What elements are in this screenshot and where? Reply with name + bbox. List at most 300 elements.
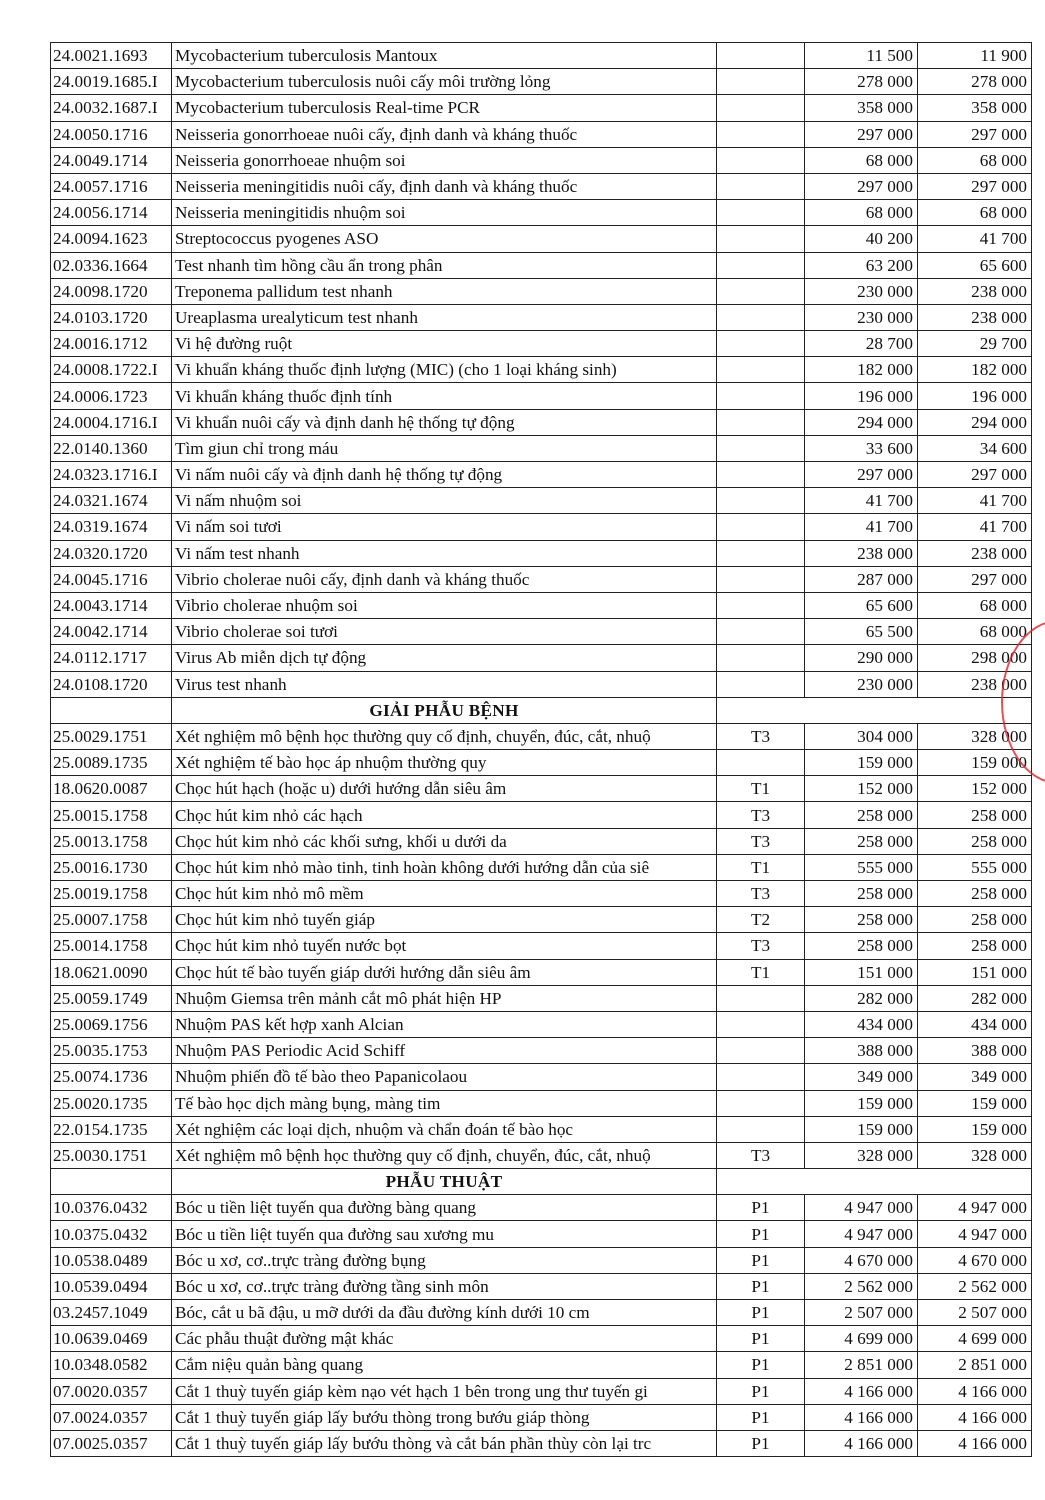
price-1-cell: 41 700 [805,488,918,514]
price-2-cell: 282 000 [918,985,1032,1011]
table-row [51,435,1032,461]
category-cell [717,1038,805,1064]
price-2-cell: 297 000 [918,462,1032,488]
category-cell [717,331,805,357]
code-cell: 24.0049.1714 [51,147,172,173]
service-name-cell: Cắt 1 thuỳ tuyến giáp lấy bướu thòng và cắt bán phần thùy còn lại trc [172,1430,717,1456]
code-cell: 25.0013.1758 [51,828,172,854]
category-cell: T1 [717,854,805,880]
price-1-cell: 282 000 [805,985,918,1011]
price-1-cell: 33 600 [805,435,918,461]
category-cell [717,43,805,69]
code-cell: 24.0094.1623 [51,226,172,252]
code-cell: 25.0014.1758 [51,933,172,959]
price-2-cell: 238 000 [918,540,1032,566]
category-cell [717,1011,805,1037]
service-name-cell: Nhuộm Giemsa trên mảnh cắt mô phát hiện HP [172,985,717,1011]
price-1-cell: 68 000 [805,200,918,226]
price-1-cell: 287 000 [805,566,918,592]
price-2-cell: 159 000 [918,1090,1032,1116]
table-row [51,881,1032,907]
service-name-cell: Bóc u tiền liệt tuyến qua đường sau xương mu [172,1221,717,1247]
service-name-cell: Xét nghiệm các loại dịch, nhuộm và chẩn đoán tế bào học [172,1116,717,1142]
table-row [51,1195,1032,1221]
price-2-cell: 41 700 [918,514,1032,540]
code-cell: 25.0029.1751 [51,723,172,749]
code-cell: 10.0376.0432 [51,1195,172,1221]
price-2-cell: 4 947 000 [918,1195,1032,1221]
section-code-cell [51,697,172,723]
code-cell: 25.0007.1758 [51,907,172,933]
category-cell [717,200,805,226]
service-name-cell: Neisseria meningitidis nuôi cấy, định danh và kháng thuốc [172,173,717,199]
category-cell [717,435,805,461]
code-cell: 24.0321.1674 [51,488,172,514]
service-name-cell: Neisseria meningitidis nhuộm soi [172,200,717,226]
price-1-cell: 388 000 [805,1038,918,1064]
code-cell: 10.0539.0494 [51,1273,172,1299]
code-cell: 25.0020.1735 [51,1090,172,1116]
table-row [51,750,1032,776]
code-cell: 25.0030.1751 [51,1142,172,1168]
service-name-cell: Vibrio cholerae soi tươi [172,619,717,645]
price-1-cell: 152 000 [805,776,918,802]
service-name-cell: Chọc hút kim nhỏ mô mềm [172,881,717,907]
category-cell [717,226,805,252]
code-cell: 25.0016.1730 [51,854,172,880]
category-cell: P1 [717,1352,805,1378]
service-name-cell: Vi khuẩn nuôi cấy và định danh hệ thống tự động [172,409,717,435]
service-name-cell: Vibrio cholerae nuôi cấy, định danh và kháng thuốc [172,566,717,592]
price-1-cell: 555 000 [805,854,918,880]
price-2-cell: 159 000 [918,1116,1032,1142]
price-2-cell: 294 000 [918,409,1032,435]
price-2-cell: 258 000 [918,907,1032,933]
code-cell: 24.0021.1693 [51,43,172,69]
code-cell: 24.0320.1720 [51,540,172,566]
code-cell: 24.0008.1722.I [51,357,172,383]
category-cell [717,409,805,435]
price-1-cell: 2 507 000 [805,1300,918,1326]
service-name-cell: Chọc hút kim nhỏ tuyến nước bọt [172,933,717,959]
category-cell [717,1064,805,1090]
code-cell: 03.2457.1049 [51,1300,172,1326]
table-row [51,1064,1032,1090]
service-name-cell: Chọc hút kim nhỏ tuyến giáp [172,907,717,933]
code-cell: 25.0059.1749 [51,985,172,1011]
table-row [51,1221,1032,1247]
category-cell [717,985,805,1011]
category-cell: P1 [717,1378,805,1404]
price-2-cell: 258 000 [918,881,1032,907]
table-row [51,1247,1032,1273]
code-cell: 24.0032.1687.I [51,95,172,121]
price-2-cell: 2 851 000 [918,1352,1032,1378]
service-name-cell: Tìm giun chỉ trong máu [172,435,717,461]
table-row [51,1011,1032,1037]
code-cell: 24.0016.1712 [51,331,172,357]
price-2-cell: 297 000 [918,121,1032,147]
price-2-cell: 41 700 [918,488,1032,514]
table-row [51,409,1032,435]
service-name-cell: Bóc, cắt u bã đậu, u mỡ dưới da đầu đường kính dưới 10 cm [172,1300,717,1326]
category-cell: T3 [717,723,805,749]
category-cell: P1 [717,1430,805,1456]
code-cell: 24.0004.1716.I [51,409,172,435]
category-cell [717,304,805,330]
price-1-cell: 40 200 [805,226,918,252]
service-name-cell: Vi hệ đường ruột [172,331,717,357]
price-1-cell: 65 500 [805,619,918,645]
service-name-cell: Virus test nhanh [172,671,717,697]
table-row [51,1273,1032,1299]
category-cell [717,383,805,409]
service-name-cell: Ureaplasma urealyticum test nhanh [172,304,717,330]
price-2-cell: 68 000 [918,200,1032,226]
table-row [51,854,1032,880]
table-row [51,383,1032,409]
price-2-cell: 434 000 [918,1011,1032,1037]
price-1-cell: 159 000 [805,1116,918,1142]
category-cell: T3 [717,802,805,828]
price-1-cell: 159 000 [805,1090,918,1116]
table-row [51,357,1032,383]
table-row [51,828,1032,854]
table-row [51,723,1032,749]
service-name-cell: Vi nấm soi tươi [172,514,717,540]
service-name-cell: Xét nghiệm mô bệnh học thường quy cố định, chuyển, đúc, cắt, nhuộ [172,1142,717,1168]
category-cell: T2 [717,907,805,933]
table-row [51,671,1032,697]
price-1-cell: 258 000 [805,933,918,959]
service-name-cell: Tế bào học dịch màng bụng, màng tim [172,1090,717,1116]
price-2-cell: 388 000 [918,1038,1032,1064]
code-cell: 22.0140.1360 [51,435,172,461]
service-name-cell: Chọc hút kim nhỏ các hạch [172,802,717,828]
category-cell: P1 [717,1300,805,1326]
section-title: PHẪU THUẬT [172,1169,717,1195]
price-1-cell: 294 000 [805,409,918,435]
price-2-cell: 34 600 [918,435,1032,461]
category-cell [717,252,805,278]
price-1-cell: 68 000 [805,147,918,173]
price-table [50,42,1032,1457]
service-name-cell: Cắm niệu quản bàng quang [172,1352,717,1378]
category-cell: P1 [717,1273,805,1299]
price-1-cell: 28 700 [805,331,918,357]
table-row [51,226,1032,252]
category-cell [717,1116,805,1142]
price-2-cell: 29 700 [918,331,1032,357]
category-cell [717,566,805,592]
table-row [51,488,1032,514]
price-2-cell: 152 000 [918,776,1032,802]
category-cell [717,645,805,671]
price-2-cell: 238 000 [918,304,1032,330]
table-row [51,619,1032,645]
table-row [51,462,1032,488]
table-row [51,802,1032,828]
table-row [51,907,1032,933]
price-1-cell: 297 000 [805,121,918,147]
category-cell [717,671,805,697]
category-cell: T3 [717,828,805,854]
table-row [51,1404,1032,1430]
price-2-cell: 65 600 [918,252,1032,278]
service-name-cell: Mycobacterium tuberculosis Mantoux [172,43,717,69]
code-cell: 10.0348.0582 [51,1352,172,1378]
table-row [51,252,1032,278]
category-cell [717,147,805,173]
service-name-cell: Treponema pallidum test nhanh [172,278,717,304]
table-row [51,1090,1032,1116]
code-cell: 24.0319.1674 [51,514,172,540]
price-1-cell: 297 000 [805,462,918,488]
price-2-cell: 68 000 [918,592,1032,618]
category-cell [717,488,805,514]
price-2-cell: 41 700 [918,226,1032,252]
table-row [51,200,1032,226]
table-row [51,1300,1032,1326]
code-cell: 07.0024.0357 [51,1404,172,1430]
price-1-cell: 297 000 [805,173,918,199]
price-1-cell: 258 000 [805,802,918,828]
service-name-cell: Chọc hút hạch (hoặc u) dưới hướng dẫn siêu âm [172,776,717,802]
code-cell: 10.0538.0489 [51,1247,172,1273]
service-name-cell: Test nhanh tìm hồng cầu ẩn trong phân [172,252,717,278]
price-1-cell: 2 562 000 [805,1273,918,1299]
price-2-cell: 328 000 [918,1142,1032,1168]
price-2-cell: 151 000 [918,959,1032,985]
category-cell: T1 [717,776,805,802]
table-row [51,331,1032,357]
price-2-cell: 278 000 [918,69,1032,95]
service-name-cell: Bóc u xơ, cơ..trực tràng đường bụng [172,1247,717,1273]
price-1-cell: 290 000 [805,645,918,671]
category-cell [717,540,805,566]
price-2-cell: 4 670 000 [918,1247,1032,1273]
table-row [51,1378,1032,1404]
service-name-cell: Nhuộm phiến đồ tế bào theo Papanicolaou [172,1064,717,1090]
price-1-cell: 4 166 000 [805,1378,918,1404]
section-filler-cell [717,697,1032,723]
table-row [51,933,1032,959]
service-name-cell: Các phẫu thuật đường mật khác [172,1326,717,1352]
code-cell: 07.0025.0357 [51,1430,172,1456]
price-2-cell: 258 000 [918,828,1032,854]
code-cell: 24.0006.1723 [51,383,172,409]
price-2-cell: 68 000 [918,619,1032,645]
service-name-cell: Xét nghiệm mô bệnh học thường quy cố định, chuyển, đúc, cắt, nhuộ [172,723,717,749]
price-1-cell: 304 000 [805,723,918,749]
category-cell: P1 [717,1221,805,1247]
service-name-cell: Vibrio cholerae nhuộm soi [172,592,717,618]
price-1-cell: 4 699 000 [805,1326,918,1352]
category-cell [717,619,805,645]
price-1-cell: 65 600 [805,592,918,618]
category-cell: P1 [717,1404,805,1430]
code-cell: 25.0074.1736 [51,1064,172,1090]
price-1-cell: 159 000 [805,750,918,776]
table-row [51,43,1032,69]
price-1-cell: 230 000 [805,671,918,697]
table-row [51,959,1032,985]
table-row [51,1038,1032,1064]
code-cell: 24.0042.1714 [51,619,172,645]
table-row [51,121,1032,147]
price-2-cell: 349 000 [918,1064,1032,1090]
code-cell: 18.0621.0090 [51,959,172,985]
price-2-cell: 4 947 000 [918,1221,1032,1247]
price-1-cell: 358 000 [805,95,918,121]
table-row [51,147,1032,173]
category-cell [717,357,805,383]
price-1-cell: 11 500 [805,43,918,69]
table-row [51,985,1032,1011]
service-name-cell: Vi khuẩn kháng thuốc định lượng (MIC) (cho 1 loại kháng sinh) [172,357,717,383]
price-2-cell: 297 000 [918,566,1032,592]
service-name-cell: Mycobacterium tuberculosis nuôi cấy môi trường lỏng [172,69,717,95]
category-cell [717,173,805,199]
price-1-cell: 238 000 [805,540,918,566]
category-cell [717,592,805,618]
price-2-cell: 196 000 [918,383,1032,409]
price-2-cell: 555 000 [918,854,1032,880]
price-2-cell: 238 000 [918,671,1032,697]
price-1-cell: 2 851 000 [805,1352,918,1378]
code-cell: 18.0620.0087 [51,776,172,802]
table-row [51,1352,1032,1378]
service-name-cell: Chọc hút tế bào tuyến giáp dưới hướng dẫn siêu âm [172,959,717,985]
table-row [51,645,1032,671]
price-2-cell: 159 000 [918,750,1032,776]
price-2-cell: 4 166 000 [918,1404,1032,1430]
service-name-cell: Xét nghiệm tế bào học áp nhuộm thường quy [172,750,717,776]
price-1-cell: 258 000 [805,881,918,907]
table-row [51,776,1032,802]
price-2-cell: 238 000 [918,278,1032,304]
table-row [51,69,1032,95]
code-cell: 24.0108.1720 [51,671,172,697]
price-1-cell: 4 166 000 [805,1430,918,1456]
price-2-cell: 358 000 [918,95,1032,121]
price-1-cell: 258 000 [805,828,918,854]
price-1-cell: 41 700 [805,514,918,540]
category-cell: P1 [717,1326,805,1352]
price-2-cell: 2 562 000 [918,1273,1032,1299]
table-row [51,1142,1032,1168]
price-1-cell: 196 000 [805,383,918,409]
price-1-cell: 278 000 [805,69,918,95]
code-cell: 10.0639.0469 [51,1326,172,1352]
category-cell: T3 [717,1142,805,1168]
service-name-cell: Bóc u xơ, cơ..trực tràng đường tầng sinh môn [172,1273,717,1299]
code-cell: 25.0035.1753 [51,1038,172,1064]
service-name-cell: Neisseria gonorrhoeae nhuộm soi [172,147,717,173]
service-name-cell: Cắt 1 thuỳ tuyến giáp kèm nạo vét hạch 1 bên trong ung thư tuyến gi [172,1378,717,1404]
code-cell: 25.0089.1735 [51,750,172,776]
price-1-cell: 182 000 [805,357,918,383]
price-1-cell: 349 000 [805,1064,918,1090]
code-cell: 24.0112.1717 [51,645,172,671]
code-cell: 24.0019.1685.I [51,69,172,95]
category-cell: T1 [717,959,805,985]
code-cell: 25.0015.1758 [51,802,172,828]
price-1-cell: 434 000 [805,1011,918,1037]
service-name-cell: Nhuộm PAS Periodic Acid Schiff [172,1038,717,1064]
service-name-cell: Virus Ab miễn dịch tự động [172,645,717,671]
price-2-cell: 11 900 [918,43,1032,69]
category-cell [717,1090,805,1116]
service-name-cell: Bóc u tiền liệt tuyến qua đường bàng quang [172,1195,717,1221]
price-1-cell: 328 000 [805,1142,918,1168]
service-name-cell: Mycobacterium tuberculosis Real-time PCR [172,95,717,121]
category-cell: T3 [717,881,805,907]
code-cell: 02.0336.1664 [51,252,172,278]
table-row [51,1430,1032,1456]
table-row [51,514,1032,540]
table-row [51,95,1032,121]
service-name-cell: Streptococcus pyogenes ASO [172,226,717,252]
price-2-cell: 4 699 000 [918,1326,1032,1352]
code-cell: 24.0050.1716 [51,121,172,147]
service-name-cell: Nhuộm PAS kết hợp xanh Alcian [172,1011,717,1037]
code-cell: 24.0103.1720 [51,304,172,330]
category-cell [717,69,805,95]
section-header-row [51,697,1032,723]
category-cell: P1 [717,1247,805,1273]
table-row [51,173,1032,199]
service-name-cell: Vi nấm nuôi cấy và định danh hệ thống tự động [172,462,717,488]
category-cell [717,514,805,540]
price-1-cell: 4 947 000 [805,1195,918,1221]
table-row [51,278,1032,304]
code-cell: 25.0019.1758 [51,881,172,907]
table-row [51,1116,1032,1142]
code-cell: 22.0154.1735 [51,1116,172,1142]
code-cell: 24.0043.1714 [51,592,172,618]
section-header-row [51,1169,1032,1195]
price-1-cell: 4 670 000 [805,1247,918,1273]
table-row [51,540,1032,566]
category-cell [717,750,805,776]
section-filler-cell [717,1169,1032,1195]
price-2-cell: 297 000 [918,173,1032,199]
price-2-cell: 328 000 [918,723,1032,749]
price-1-cell: 151 000 [805,959,918,985]
price-2-cell: 68 000 [918,147,1032,173]
section-code-cell [51,1169,172,1195]
price-1-cell: 4 166 000 [805,1404,918,1430]
price-1-cell: 230 000 [805,278,918,304]
table-row [51,1326,1032,1352]
code-cell: 07.0020.0357 [51,1378,172,1404]
code-cell: 25.0069.1756 [51,1011,172,1037]
category-cell [717,95,805,121]
price-2-cell: 258 000 [918,802,1032,828]
price-2-cell: 4 166 000 [918,1430,1032,1456]
code-cell: 24.0056.1714 [51,200,172,226]
price-1-cell: 230 000 [805,304,918,330]
category-cell [717,278,805,304]
price-1-cell: 63 200 [805,252,918,278]
table-row [51,592,1032,618]
code-cell: 24.0323.1716.I [51,462,172,488]
price-1-cell: 4 947 000 [805,1221,918,1247]
category-cell: T3 [717,933,805,959]
price-2-cell: 2 507 000 [918,1300,1032,1326]
code-cell: 24.0057.1716 [51,173,172,199]
